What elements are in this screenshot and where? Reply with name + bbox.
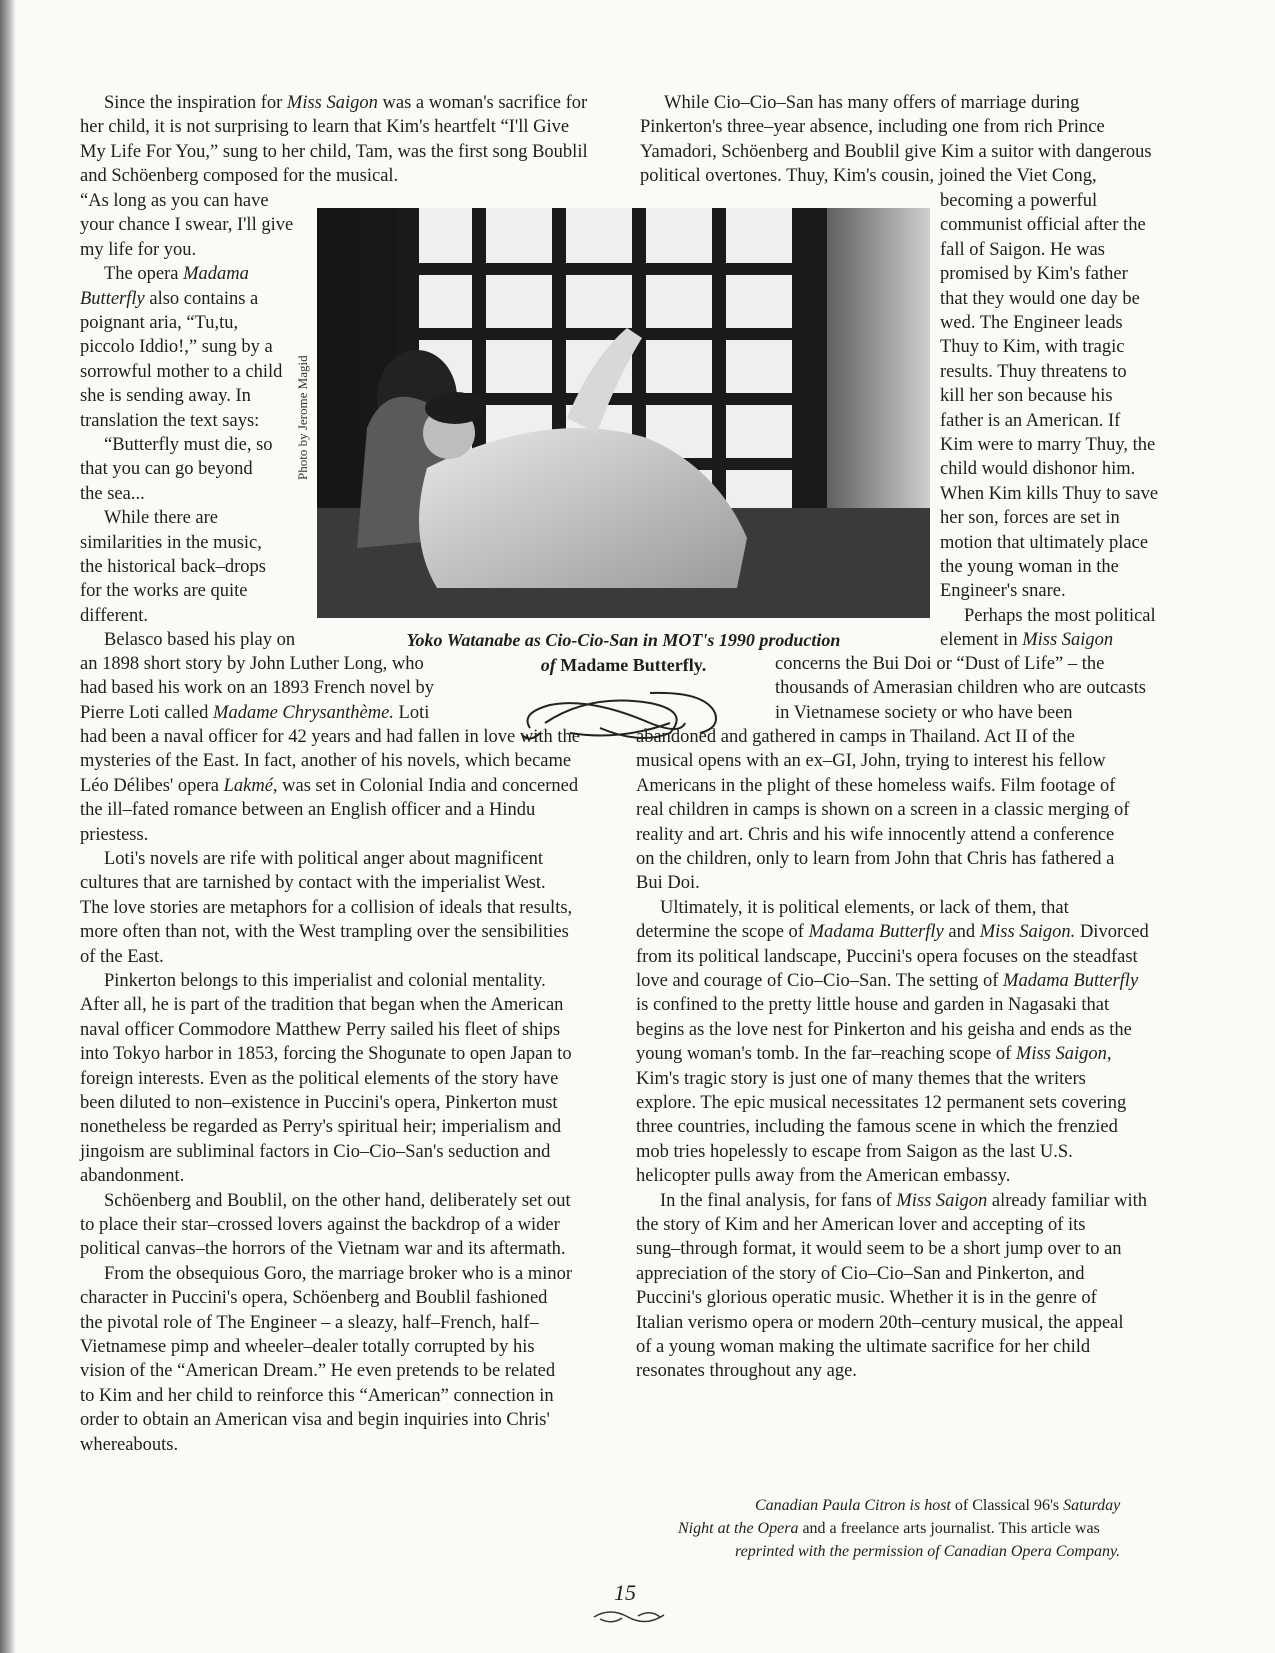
text-line: wed. The Engineer leads xyxy=(940,313,1123,333)
text-line: The opera Madama xyxy=(104,264,249,285)
text-line: sorrowful mother to a child xyxy=(80,361,283,382)
text-line: Loti's novels are rife with political anger about magnificent xyxy=(104,849,543,869)
production-photo xyxy=(317,208,930,618)
text-line: Belasco based his play on xyxy=(104,630,296,651)
text-line: her son, forces are set in xyxy=(940,508,1120,529)
text-line: she is sending away. In xyxy=(80,386,251,407)
text-line: for the works are quite xyxy=(80,581,248,602)
text-line: While Cio–Cio–San has many offers of marriage during xyxy=(664,93,1080,113)
text-line: that they would one day be xyxy=(940,288,1140,309)
text-line: sung–through format, it would seem to be a short jump over to an xyxy=(636,1239,1122,1260)
text-line: similarities in the music, xyxy=(80,532,262,553)
text-line: to place their star–crossed lovers against the backdrop of a wider xyxy=(80,1215,560,1235)
text-line: explore. The epic musical necessitates 12 permanent sets covering xyxy=(636,1093,1127,1113)
text-line: In the final analysis, for fans of Miss Saigon already familiar with xyxy=(660,1190,1148,1211)
page-number-flourish xyxy=(590,1605,670,1627)
byline-line: Night at the Opera and a freelance arts journalist. This article was xyxy=(678,1520,1100,1537)
text-line: been diluted to non–existence in Puccini's opera, Pinkerton must xyxy=(80,1093,558,1113)
text-line: From the obsequious Goro, the marriage broker who is a minor xyxy=(104,1263,573,1284)
text-line: When Kim kills Thuy to save xyxy=(940,483,1159,504)
text-line: The love stories are metaphors for a collision of ideals that results, xyxy=(80,897,573,918)
photo-illustration xyxy=(317,208,930,618)
text-line: into Tokyo harbor in 1853, forcing the Shogunate to open Japan to xyxy=(80,1044,572,1065)
text-line: different. xyxy=(80,605,148,626)
text-line: real children in camps is shown on a screen in a classic merging of xyxy=(636,800,1130,821)
text-line: cultures that are tarnished by contact with the imperialist West. xyxy=(80,873,546,894)
text-line: begins as the love nest for Pinkerton and his geisha and ends as the xyxy=(636,1019,1132,1040)
text-line: jingoism are subliminal factors in Cio–Cio–San's seduction and xyxy=(80,1141,551,1162)
text-line: in Vietnamese society or who have been xyxy=(775,702,1073,723)
text-line: “Butterfly must die, so xyxy=(104,435,273,455)
text-line: naval officer Commodore Matthew Perry sailed his fleet of ships xyxy=(80,1019,561,1040)
text-line: becoming a powerful xyxy=(940,191,1098,211)
text-line: translation the text says: xyxy=(80,410,260,431)
text-line: promised by Kim's father xyxy=(940,264,1128,285)
text-line: reality and art. Chris and his wife innocently attend a conference xyxy=(636,824,1115,845)
flourish-ornament xyxy=(510,683,740,749)
text-line: character in Puccini's opera, Schöenberg and Boublil fashioned xyxy=(80,1288,548,1309)
text-line: the young woman in the xyxy=(940,557,1119,577)
text-line: communist official after the xyxy=(940,215,1146,236)
text-line: whereabouts. xyxy=(80,1434,179,1455)
text-line: Kim's tragic story is just one of many themes that the writers xyxy=(636,1068,1086,1089)
text-line: an 1898 short story by John Luther Long, who xyxy=(80,654,424,674)
text-line: and Schöenberg composed for the musical. xyxy=(80,166,399,187)
photo-caption-line-1: Yoko Watanabe as Cio-Cio-San in MOT's 1990 production xyxy=(406,630,841,650)
text-line: concerns the Bui Doi or “Dust of Life” – the xyxy=(775,654,1105,674)
text-line: is confined to the pretty little house and garden in Nagasaki that xyxy=(636,995,1110,1016)
text-line: her child, it is not surprising to learn that Kim's heartfelt “I'll Give xyxy=(80,117,570,138)
text-line: Yamadori, Schöenberg and Boublil give Kim a suitor with dangerous xyxy=(640,141,1152,162)
text-line: Bui Doi. xyxy=(636,873,700,894)
text-line: Puccini's glorious operatic music. Whether it is in the genre of xyxy=(636,1288,1097,1309)
text-line: kill her son because his xyxy=(940,386,1113,407)
photo-caption-title: Madame Butterfly. xyxy=(555,655,707,675)
text-line: fall of Saigon. He was xyxy=(940,239,1105,260)
text-line: more often than not, with the West trampling over the sensibilities xyxy=(80,922,569,943)
text-line: “As long as you can have xyxy=(80,191,269,211)
text-line: the sea... xyxy=(80,483,145,504)
text-line: vision of the “American Dream.” He even pretends to be related xyxy=(80,1361,556,1382)
text-line: young woman's tomb. In the far–reaching scope of Miss Saigon, xyxy=(636,1044,1112,1065)
text-line: of the East. xyxy=(80,946,164,967)
text-line: Kim were to marry Thuy, the xyxy=(940,435,1156,455)
text-line: After all, he is part of the tradition that began when the American xyxy=(80,995,564,1016)
text-line: My Life For You,” sung to her child, Tam, was the first song Boublil xyxy=(80,141,588,162)
text-line: of a young woman making the ultimate sacrifice for her child xyxy=(636,1337,1091,1357)
text-line: the story of Kim and her American lover and accepting of its xyxy=(636,1215,1086,1235)
byline-line: reprinted with the permission of Canadian Opera Company. xyxy=(735,1543,1121,1560)
page-number: 15 xyxy=(614,1580,636,1605)
text-line: While there are xyxy=(104,508,219,529)
text-line: your chance I swear, I'll give xyxy=(80,215,294,236)
text-line: determine the scope of Madama Butterfly and Miss Saigon. Divorced xyxy=(636,922,1149,943)
text-line: to Kim and her child to reinforce this “American” connection in xyxy=(80,1385,554,1406)
text-line: poignant aria, “Tu,tu, xyxy=(80,313,239,333)
text-line: love and courage of Cio–Cio–San. The setting of Madama Butterfly xyxy=(636,971,1139,991)
text-line: from its political landscape, Puccini's opera focuses on the steadfast xyxy=(636,946,1138,967)
photo-caption-line-2 xyxy=(317,653,930,678)
text-line: that you can go beyond xyxy=(80,459,253,480)
text-line: Pinkerton belongs to this imperialist and colonial mentality. xyxy=(104,971,546,991)
text-line: Butterfly also contains a xyxy=(80,288,259,309)
text-line: mob tries hopelessly to escape from Saigon as the last U.S. xyxy=(636,1141,1073,1162)
text-line: priestess. xyxy=(80,824,149,845)
text-line: mysteries of the East. In fact, another of his novels, which became xyxy=(80,751,572,772)
text-line: Schöenberg and Boublil, on the other hand, deliberately set out xyxy=(104,1190,571,1211)
text-line: Léo Délibes' opera Lakmé, was set in Colonial India and concerned xyxy=(80,775,579,796)
text-line: Ultimately, it is political elements, or lack of them, that xyxy=(660,897,1069,918)
text-line: Italian verismo opera or modern 20th–century musical, the appeal xyxy=(636,1312,1124,1333)
text-line: father is an American. If xyxy=(940,410,1121,431)
text-line: Pierre Loti called Madame Chrysanthème. Loti xyxy=(80,702,430,723)
text-line: had based his work on an 1893 French novel by xyxy=(80,678,435,699)
text-line: abandoned and gathered in camps in Thailand. Act II of the xyxy=(636,727,1075,747)
text-line: my life for you. xyxy=(80,239,197,260)
text-line: Americans in the plight of these homeless waifs. Film footage of xyxy=(636,775,1116,796)
text-line: helicopter pulls away from the American embassy. xyxy=(636,1166,1011,1187)
text-line: had been a naval officer for 42 years and had fallen in love with the xyxy=(80,727,580,747)
text-line: abandonment. xyxy=(80,1166,185,1187)
text-line: Pinkerton's three–year absence, including one from rich Prince xyxy=(640,117,1105,138)
text-line: appreciation of the story of Cio–Cio–San and Pinkerton, and xyxy=(636,1263,1085,1284)
byline-line: Canadian Paula Citron is host of Classical 96's Saturday xyxy=(755,1497,1121,1514)
page-spine-shadow xyxy=(0,0,16,1653)
text-line: the ill–fated romance between an English officer and a Hindu xyxy=(80,800,536,821)
text-line: the historical back–drops xyxy=(80,557,266,577)
text-line: motion that ultimately place xyxy=(940,532,1149,553)
text-line: on the children, only to learn from John that Chris has fathered a xyxy=(636,849,1115,869)
text-line: Vietnamese pimp and wheeler–dealer totally corrupted by his xyxy=(80,1337,535,1357)
text-line: political canvas–the horrors of the Vietnam war and its aftermath. xyxy=(80,1239,566,1260)
text-line: Since the inspiration for Miss Saigon was a woman's sacrifice for xyxy=(104,93,588,113)
text-line: order to obtain an American visa and begin inquiries into Chris' xyxy=(80,1410,550,1431)
photo-caption-prefix: of xyxy=(540,655,556,675)
text-line: nonetheless be regarded as Perry's spiritual heir; imperialism and xyxy=(80,1117,562,1138)
text-line: Thuy to Kim, with tragic xyxy=(940,337,1125,358)
text-line: element in Miss Saigon xyxy=(940,630,1114,651)
text-line: thousands of Amerasian children who are outcasts xyxy=(775,678,1146,699)
text-line: political overtones. Thuy, Kim's cousin, joined the Viet Cong, xyxy=(640,166,1097,187)
text-line: piccolo Iddio!,” sung by a xyxy=(80,337,273,358)
text-line: Engineer's snare. xyxy=(940,581,1066,602)
text-line: resonates throughout any age. xyxy=(636,1361,857,1382)
text-line: the pivotal role of The Engineer – a sleazy, half–French, half– xyxy=(80,1312,539,1333)
text-line: Perhaps the most political xyxy=(964,605,1156,626)
text-line: results. Thuy threatens to xyxy=(940,361,1127,382)
photo-credit: Photo by Jerome Magid xyxy=(295,355,310,480)
text-line: foreign interests. Even as the political elements of the story have xyxy=(80,1068,559,1089)
text-line: musical opens with an ex–GI, John, trying to interest his fellow xyxy=(636,751,1106,772)
text-line: three countries, including the famous scene in which the frenzied xyxy=(636,1117,1118,1138)
text-line: child would dishonor him. xyxy=(940,459,1136,480)
